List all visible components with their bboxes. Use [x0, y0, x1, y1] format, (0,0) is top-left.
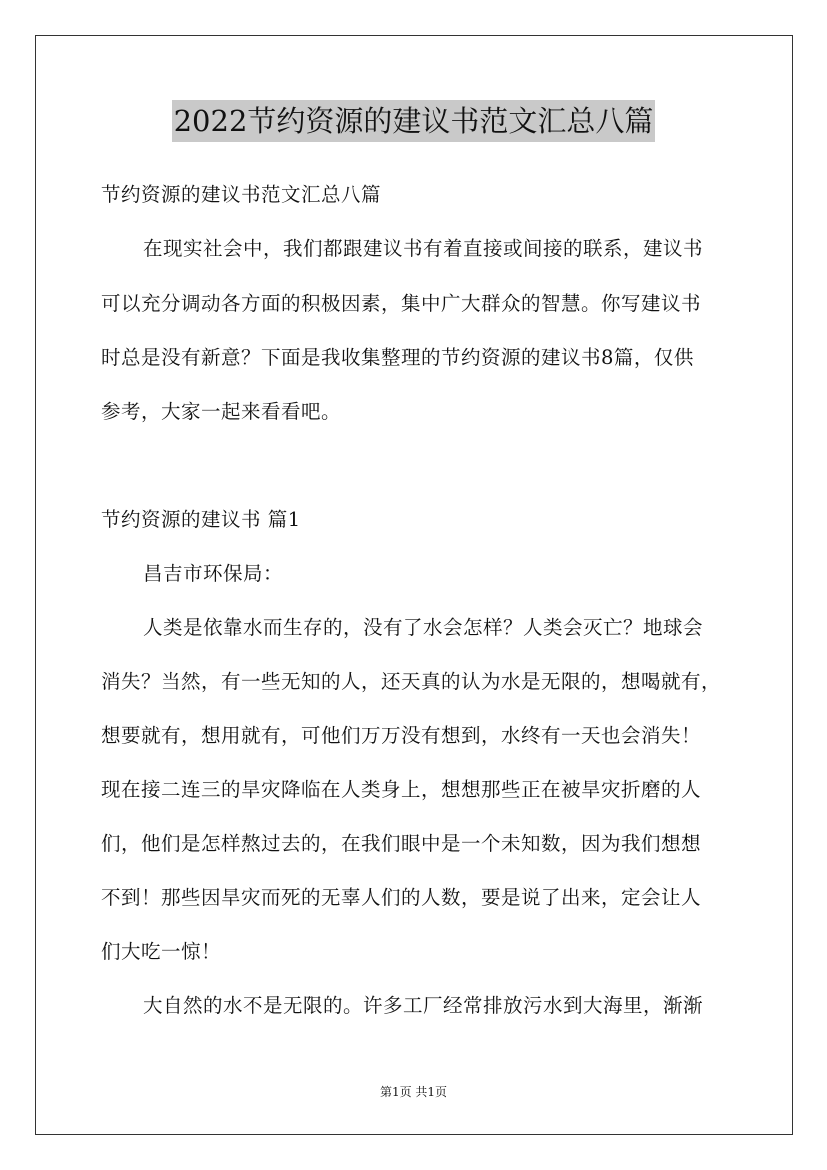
- intro-line: 参考，大家一起来看看吧。: [101, 400, 342, 423]
- body-line: 不到！那些因旱灾而死的无辜人们的人数，要是说了出来，定会让人: [101, 886, 702, 909]
- intro-line: 时总是没有新意？下面是我收集整理的节约资源的建议书8篇，仅供: [101, 346, 694, 369]
- salutation: 昌吉市环保局：: [143, 562, 284, 585]
- body-line: 想要就有，想用就有，可他们万万没有想到，水终有一天也会消失！: [101, 724, 702, 747]
- section-heading: 节约资源的建议书 篇1: [101, 508, 301, 531]
- title-container: [0, 100, 827, 142]
- intro-line: 可以充分调动各方面的积极因素，集中广大群众的智慧。你写建议书: [101, 292, 702, 315]
- intro-line: 在现实社会中，我们都跟建议书有着直接或间接的联系，建议书: [143, 237, 704, 260]
- body-line: 们大吃一惊！: [101, 940, 222, 963]
- body-line: 大自然的水不是无限的。许多工厂经常排放污水到大海里，渐渐: [143, 994, 704, 1017]
- body-line: 人类是依靠水而生存的，没有了水会怎样？人类会灭亡？地球会: [143, 616, 704, 639]
- body-line: 现在接二连三的旱灾降临在人类身上，想想那些正在被旱灾折磨的人: [101, 778, 702, 801]
- document-title: 2022节约资源的建议书范文汇总八篇: [172, 100, 656, 142]
- body-line: 们，他们是怎样熬过去的，在我们眼中是一个未知数，因为我们想想: [101, 832, 702, 855]
- subtitle: 节约资源的建议书范文汇总八篇: [101, 183, 382, 206]
- body-line: 消失？当然，有一些无知的人，还天真的认为水是无限的，想喝就有，: [101, 670, 722, 693]
- page-footer: 第1页 共1页: [379, 1085, 448, 1099]
